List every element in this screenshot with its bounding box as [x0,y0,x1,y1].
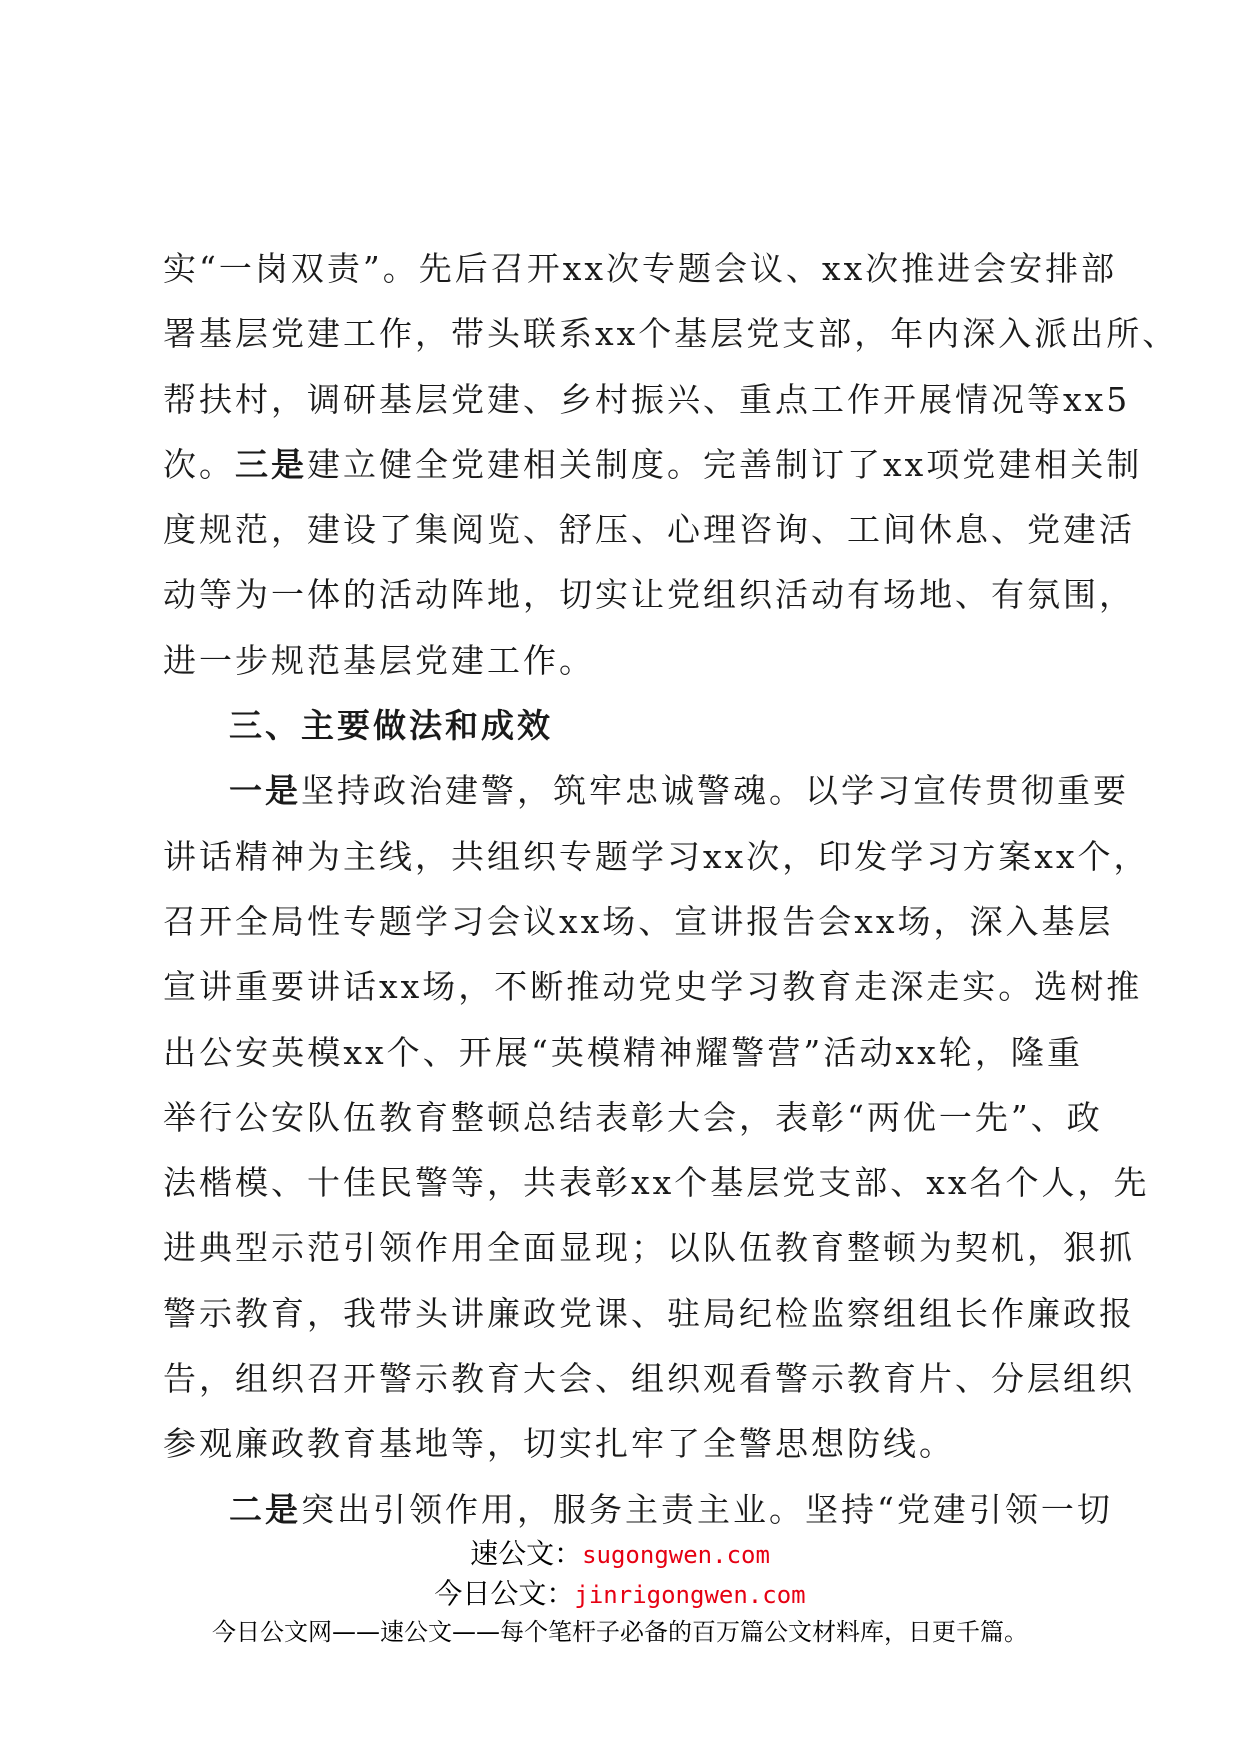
text-fragment: 突出引领作用，服务主责主业。坚持“党建引领一切 [301,1489,1113,1529]
paragraph-first-line [163,1477,1113,1542]
text-line: 法楷模、十佳民警等，共表彰xx个基层党支部、xx名个人，先 [163,1163,1150,1203]
text-line: 宣讲重要讲话xx场，不断推动党史学习教育走深走实。选树推 [163,967,1143,1007]
text-line-with-lead [163,432,1143,497]
text-fragment: 次。 [163,444,235,484]
document-body [163,236,1179,1542]
footer-site2-link[interactable]: jinrigongwen.com [574,1581,806,1609]
text-line: 召开全局性专题学习会议xx场、宣讲报告会xx场，深入基层 [163,901,1114,941]
footer-site1-label: 速公文： [470,1537,583,1570]
text-line: 署基层党建工作，带头联系xx个基层党支部，年内深入派出所、 [163,314,1179,354]
footer-tagline: 今日公文网——速公文——每个笔杆子必备的百万篇公文材料库，日更千篇。 [212,1618,1028,1646]
text-line: 帮扶村，调研基层党建、乡村振兴、重点工作开展情况等xx5 [163,379,1131,419]
text-line: 进一步规范基层党建工作。 [163,640,595,680]
bold-lead-yi-shi: 一是 [229,771,301,811]
text-line: 度规范，建设了集阅览、舒压、心理咨询、工间休息、党建活 [163,510,1135,550]
text-line: 动等为一体的活动阵地，切实让党组织活动有场地、有氛围， [163,575,1135,615]
text-line: 警示教育，我带头讲廉政党课、驻局纪检监察组组长作廉政报 [163,1293,1135,1333]
text-line: 出公安英模xx个、开展“英模精神耀警营”活动xx轮，隆重 [163,1032,1083,1072]
footer [0,1534,1240,1650]
text-fragment: 建立健全党建相关制度。完善制订了xx项党建相关制 [307,444,1143,484]
text-line: 讲话精神为主线，共组织专题学习xx次，印发学习方案xx个， [163,836,1150,876]
section-heading: 三、主要做法和成效 [229,706,553,746]
text-line: 举行公安队伍教育整顿总结表彰大会，表彰“两优一先”、政 [163,1097,1103,1137]
footer-site1 [0,1534,1240,1574]
paragraph-first-line [163,758,1129,823]
footer-site2 [0,1574,1240,1614]
text-fragment: 坚持政治建警，筑牢忠诚警魂。以学习宣传贯彻重要 [301,771,1129,811]
text-line: 进典型示范引领作用全面显现；以队伍教育整顿为契机，狠抓 [163,1228,1135,1268]
footer-site2-label: 今日公文： [434,1577,575,1610]
text-line: 参观廉政教育基地等，切实扎牢了全警思想防线。 [163,1424,955,1464]
bold-lead-san-shi: 三是 [235,444,307,484]
footer-site1-link[interactable]: sugongwen.com [582,1541,770,1569]
text-line: 实“一岗双责”。先后召开xx次专题会议、xx次推进会安排部 [163,249,1118,288]
text-line: 告，组织召开警示教育大会、组织观看警示教育片、分层组织 [163,1359,1135,1399]
bold-lead-er-shi: 二是 [229,1489,301,1529]
